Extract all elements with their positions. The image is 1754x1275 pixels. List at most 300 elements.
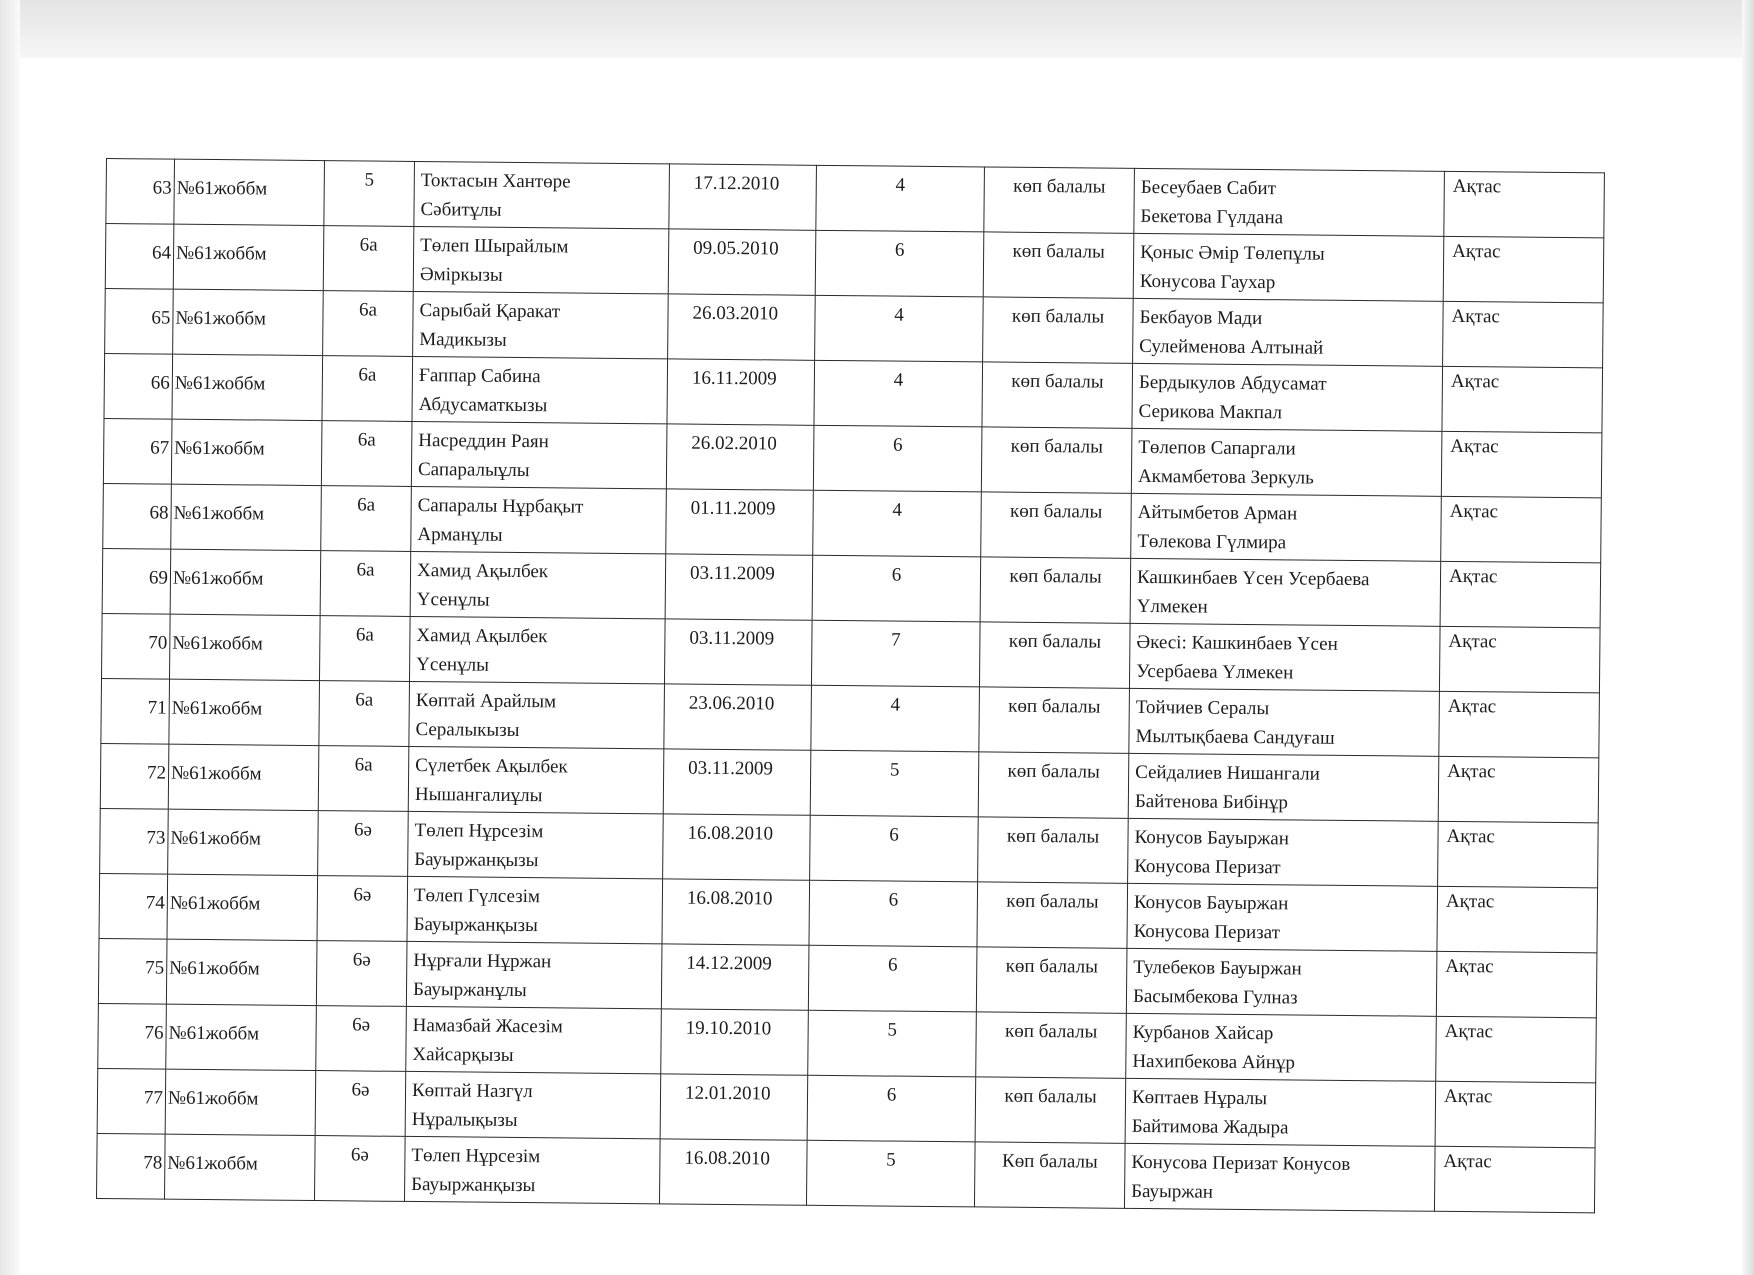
family-status-cell bbox=[979, 687, 1130, 753]
school-cell-line: №61жоббм bbox=[175, 307, 267, 330]
birth-date-cell-line: 16.08.2010 bbox=[687, 822, 774, 845]
student-name-cell-line: Әміркызы bbox=[419, 264, 503, 286]
family-status-cell bbox=[981, 492, 1132, 558]
children-count-cell bbox=[813, 425, 982, 492]
parents-cell bbox=[1131, 493, 1442, 561]
children-count-cell bbox=[812, 555, 981, 622]
grade-cell-line: 6а bbox=[355, 624, 375, 646]
birth-date-cell-line: 03.11.2009 bbox=[689, 627, 775, 650]
student-name-cell-line: Ғаппар Сабина bbox=[418, 365, 541, 388]
birth-date-cell-line: 03.11.2009 bbox=[688, 757, 774, 780]
school-cell bbox=[172, 354, 323, 420]
family-status-cell bbox=[979, 622, 1130, 688]
student-name-cell bbox=[414, 161, 670, 228]
row-number-line: 69 bbox=[148, 567, 169, 589]
grade-cell bbox=[317, 876, 408, 942]
family-status-cell bbox=[978, 817, 1129, 883]
row-number-line: 75 bbox=[145, 957, 165, 979]
locality-cell-line: Ақтас bbox=[1452, 240, 1501, 263]
parents-cell bbox=[1133, 298, 1444, 366]
row-number bbox=[104, 353, 173, 419]
grade-cell-line: 6а bbox=[358, 364, 377, 386]
parents-cell bbox=[1134, 168, 1445, 236]
parents-cell-line: Көптаев Нұралы bbox=[1131, 1086, 1268, 1110]
parents-cell-line: Конусов Бауыржан bbox=[1133, 891, 1289, 915]
student-name-cell-line: Арманұлы bbox=[417, 524, 503, 546]
parents-cell-line: Кашкинбаев Үсен Усербаева bbox=[1136, 566, 1370, 591]
grade-cell bbox=[320, 551, 411, 617]
children-count-cell-line: 5 bbox=[887, 1019, 898, 1041]
table-row bbox=[97, 1133, 1596, 1212]
children-count-cell bbox=[813, 490, 982, 557]
row-number bbox=[100, 808, 169, 874]
school-cell bbox=[170, 549, 321, 615]
school-cell bbox=[167, 874, 318, 940]
parents-cell-line: Бекетова Гүлдана bbox=[1140, 205, 1284, 229]
birth-date-cell bbox=[665, 554, 813, 620]
parents-cell-line: Курбанов Хайсар bbox=[1132, 1021, 1274, 1045]
grade-cell bbox=[315, 1071, 406, 1137]
grade-cell-line: 6а bbox=[354, 754, 373, 776]
student-name-cell-line: Сапаралы Нұрбақыт bbox=[417, 495, 584, 518]
row-number bbox=[103, 483, 172, 549]
birth-date-cell bbox=[661, 944, 809, 1010]
birth-date-cell-line: 26.03.2010 bbox=[692, 302, 779, 325]
school-cell bbox=[173, 224, 324, 290]
family-status-cell-line: көп балалы bbox=[1006, 890, 1099, 913]
parents-cell bbox=[1124, 1143, 1435, 1211]
school-cell bbox=[166, 939, 317, 1005]
family-status-cell-line: көп балалы bbox=[1011, 370, 1104, 393]
locality-cell bbox=[1441, 496, 1602, 563]
family-status-cell bbox=[975, 1077, 1126, 1143]
student-name-cell-line: Төлеп Нұрсезім bbox=[411, 1144, 541, 1168]
grade-cell-line: 6ә bbox=[351, 1079, 370, 1101]
school-cell-line: №61жоббм bbox=[175, 242, 267, 265]
student-name-cell-line: Насреддин Раян bbox=[418, 430, 550, 453]
parents-cell-line: Акмамбетова Зеркуль bbox=[1137, 465, 1314, 489]
birth-date-cell bbox=[661, 1009, 809, 1075]
row-number bbox=[97, 1068, 166, 1134]
children-count-cell-line: 4 bbox=[893, 369, 904, 391]
birth-date-cell bbox=[668, 294, 816, 360]
children-count-cell-line: 6 bbox=[887, 954, 898, 976]
grade-cell bbox=[318, 746, 409, 812]
locality-cell-line: Ақтас bbox=[1450, 435, 1499, 458]
family-status-cell bbox=[980, 557, 1131, 623]
locality-cell bbox=[1436, 951, 1597, 1018]
locality-cell bbox=[1443, 301, 1604, 368]
grade-cell-line: 6а bbox=[356, 559, 375, 581]
student-name-cell-line: Хайсарқызы bbox=[412, 1043, 514, 1066]
children-count-cell bbox=[810, 815, 979, 882]
student-name-cell-line: Төлеп Шырайлым bbox=[420, 235, 569, 258]
parents-cell-line: Сейдалиев Нишангали bbox=[1135, 761, 1320, 785]
children-count-cell bbox=[808, 945, 977, 1012]
grade-cell-line: 6ә bbox=[352, 1014, 371, 1036]
children-count-cell-line: 4 bbox=[895, 174, 906, 196]
family-status-cell bbox=[974, 1142, 1125, 1208]
student-name-cell-line: Төлеп Нұрсезім bbox=[414, 819, 544, 843]
children-count-cell-line: 7 bbox=[891, 629, 901, 651]
children-count-cell-line: 5 bbox=[886, 1149, 896, 1171]
birth-date-cell-line: 01.11.2009 bbox=[690, 497, 776, 520]
birth-date-cell-line: 26.02.2010 bbox=[691, 432, 777, 455]
row-number-line: 72 bbox=[146, 762, 167, 784]
school-cell-line: №61жоббм bbox=[169, 892, 261, 915]
school-cell-line: №61жоббм bbox=[167, 1087, 259, 1110]
family-status-cell-line: көп балалы bbox=[1004, 1020, 1098, 1043]
grade-cell bbox=[322, 356, 413, 422]
school-cell-line: №61жоббм bbox=[167, 1152, 258, 1175]
school-cell-line: №61жоббм bbox=[174, 437, 265, 460]
parents-cell-line: Тойчиев Сералы bbox=[1135, 696, 1270, 720]
row-number-line: 67 bbox=[150, 437, 170, 459]
locality-cell-line: Ақтас bbox=[1443, 1150, 1492, 1173]
birth-date-cell-line: 12.01.2010 bbox=[684, 1082, 771, 1105]
parents-cell-line: Конусова Перизат Конусов bbox=[1131, 1151, 1351, 1175]
grade-cell-line: 6ә bbox=[353, 884, 372, 906]
student-name-cell-line: Нышангалиұлы bbox=[414, 783, 543, 807]
children-count-cell bbox=[808, 1010, 977, 1077]
row-number-line: 63 bbox=[152, 177, 172, 199]
parents-cell bbox=[1130, 558, 1441, 626]
parents-cell bbox=[1127, 883, 1438, 951]
student-name-cell-line: Көптай Назгүл bbox=[411, 1079, 533, 1103]
parents-cell-line: Төлекова Гүлмира bbox=[1137, 530, 1287, 554]
student-name-cell-line: Бауыржанқызы bbox=[414, 848, 539, 872]
student-name-cell-line: Сарыбай Қаракат bbox=[419, 300, 561, 323]
locality-cell bbox=[1439, 626, 1600, 693]
locality-cell bbox=[1442, 366, 1603, 433]
grade-cell bbox=[316, 1006, 407, 1072]
birth-date-cell bbox=[663, 749, 811, 815]
locality-cell bbox=[1440, 561, 1601, 628]
parents-cell-line: Мылтықбаева Сандуғаш bbox=[1135, 725, 1335, 749]
parents-cell bbox=[1126, 1013, 1437, 1081]
children-count-cell bbox=[816, 165, 985, 232]
row-number bbox=[99, 873, 168, 939]
grade-cell-line: 5 bbox=[364, 169, 375, 191]
children-count-cell bbox=[815, 295, 984, 362]
school-cell-line: №61жоббм bbox=[168, 1022, 260, 1045]
birth-date-cell bbox=[663, 814, 811, 880]
school-cell-line: №61жоббм bbox=[172, 567, 264, 590]
locality-cell bbox=[1438, 821, 1599, 888]
school-cell-line: №61жоббм bbox=[176, 177, 268, 200]
row-number-line: 65 bbox=[151, 307, 171, 329]
birth-date-cell bbox=[667, 359, 815, 425]
family-status-cell-line: көп балалы bbox=[1004, 1085, 1097, 1108]
student-name-cell-line: Нұралықызы bbox=[411, 1108, 518, 1131]
parents-cell bbox=[1133, 233, 1444, 301]
parents-cell-line: Бесеубаев Сабит bbox=[1140, 176, 1277, 200]
school-cell bbox=[165, 1134, 316, 1200]
family-status-cell bbox=[982, 362, 1133, 428]
children-count-cell-line: 5 bbox=[889, 759, 900, 781]
parents-cell bbox=[1128, 818, 1439, 886]
birth-date-cell-line: 16.08.2010 bbox=[686, 887, 773, 910]
birth-date-cell bbox=[662, 879, 810, 945]
student-name-cell-line: Сералыкызы bbox=[415, 718, 520, 741]
children-count-cell bbox=[810, 750, 979, 817]
grade-cell bbox=[324, 161, 415, 227]
family-status-cell-line: көп балалы bbox=[1009, 565, 1102, 588]
children-count-cell-line: 4 bbox=[890, 694, 901, 716]
birth-date-cell-line: 23.06.2010 bbox=[688, 692, 775, 715]
parents-cell bbox=[1132, 363, 1443, 431]
row-number bbox=[98, 1003, 167, 1069]
birth-date-cell-line: 19.10.2010 bbox=[685, 1017, 772, 1040]
row-number-line: 77 bbox=[143, 1087, 164, 1109]
birth-date-cell bbox=[660, 1074, 808, 1140]
parents-cell-line: Конусов Бауыржан bbox=[1134, 826, 1290, 850]
locality-cell-line: Ақтас bbox=[1447, 760, 1496, 783]
family-status-cell-line: көп балалы bbox=[1007, 760, 1100, 783]
student-name-cell-line: Токтасын Хантөре bbox=[420, 170, 571, 193]
scan-edge-top bbox=[0, 0, 1754, 58]
student-name-cell bbox=[405, 1071, 661, 1138]
student-name-cell bbox=[409, 616, 665, 683]
children-count-cell bbox=[811, 620, 980, 687]
scan-edge-right bbox=[1742, 0, 1754, 1275]
row-number bbox=[106, 159, 175, 225]
student-name-cell bbox=[406, 941, 662, 1008]
row-number-line: 74 bbox=[145, 892, 165, 914]
student-name-cell-line: Бауыржанқызы bbox=[411, 1173, 536, 1197]
school-cell bbox=[173, 289, 324, 355]
student-name-cell-line: Бауыржанұлы bbox=[412, 978, 527, 1002]
student-name-cell-line: Сапаралыұлы bbox=[417, 459, 530, 482]
locality-cell-line: Ақтас bbox=[1445, 955, 1494, 978]
student-name-cell-line: Төлеп Гүлсезім bbox=[413, 884, 541, 908]
children-count-cell bbox=[806, 1140, 975, 1207]
student-name-cell bbox=[407, 876, 663, 943]
birth-date-cell bbox=[659, 1139, 807, 1205]
locality-cell bbox=[1435, 1081, 1596, 1148]
parents-cell-line: Айтымбетов Арман bbox=[1137, 501, 1298, 525]
children-count-cell bbox=[814, 360, 983, 427]
table-container bbox=[96, 158, 1605, 1213]
children-count-cell-line: 6 bbox=[886, 1084, 897, 1106]
family-status-cell-line: көп балалы bbox=[1012, 240, 1105, 263]
school-cell bbox=[171, 419, 322, 485]
locality-cell-line: Ақтас bbox=[1448, 630, 1497, 653]
children-count-cell bbox=[809, 880, 978, 947]
school-cell bbox=[166, 1004, 317, 1070]
student-name-cell bbox=[413, 291, 669, 358]
school-cell-line: №61жоббм bbox=[174, 372, 266, 395]
birth-date-cell-line: 03.11.2009 bbox=[689, 562, 775, 585]
locality-cell bbox=[1434, 1146, 1595, 1213]
birth-date-cell bbox=[668, 229, 816, 295]
student-name-cell-line: Бауыржанқызы bbox=[413, 913, 538, 937]
locality-cell-line: Ақтас bbox=[1443, 1085, 1493, 1108]
student-name-cell-line: Абдусаматкызы bbox=[418, 394, 548, 417]
student-name-cell bbox=[408, 811, 664, 878]
grade-cell-line: 6а bbox=[355, 689, 374, 711]
grade-cell-line: 6ә bbox=[352, 949, 371, 971]
locality-cell bbox=[1437, 886, 1598, 953]
parents-cell-line: Байтенова Бибінұр bbox=[1134, 790, 1288, 814]
parents-cell-line: Серикова Макпал bbox=[1138, 400, 1283, 424]
school-cell bbox=[168, 809, 319, 875]
children-count-cell bbox=[811, 685, 980, 752]
school-cell-line: №61жоббм bbox=[172, 632, 263, 655]
grade-cell-line: 6а bbox=[357, 429, 376, 451]
grade-cell-line: 6ә bbox=[350, 1144, 370, 1166]
birth-date-cell bbox=[664, 684, 812, 750]
parents-cell-line: Бердыкулов Абдусамат bbox=[1138, 371, 1327, 395]
grade-cell bbox=[319, 616, 410, 682]
grade-cell bbox=[319, 681, 410, 747]
school-cell bbox=[169, 679, 320, 745]
scan-edge-left bbox=[0, 0, 20, 1275]
locality-cell bbox=[1438, 756, 1599, 823]
grade-cell-line: 6ә bbox=[353, 819, 373, 841]
student-name-cell bbox=[409, 681, 665, 748]
student-name-cell-line: Хамид Ақылбек bbox=[416, 560, 549, 583]
student-name-cell-line: Үсенұлы bbox=[416, 654, 489, 676]
locality-cell bbox=[1436, 1016, 1597, 1083]
children-count-cell-line: 6 bbox=[894, 239, 905, 261]
children-count-cell-line: 6 bbox=[889, 824, 899, 846]
children-count-cell-line: 6 bbox=[888, 889, 899, 911]
school-cell bbox=[165, 1069, 316, 1135]
row-number-line: 70 bbox=[148, 632, 168, 654]
family-status-cell-line: көп балалы bbox=[1011, 305, 1105, 328]
school-cell bbox=[171, 484, 322, 550]
birth-date-cell bbox=[666, 424, 814, 490]
row-number bbox=[101, 678, 170, 744]
student-name-cell-line: Хамид Ақылбек bbox=[416, 625, 548, 648]
row-number-line: 78 bbox=[143, 1152, 163, 1174]
family-status-cell-line: көп балалы bbox=[1009, 500, 1103, 523]
student-name-cell bbox=[404, 1136, 660, 1203]
grade-cell bbox=[316, 941, 407, 1007]
family-status-cell bbox=[976, 947, 1127, 1013]
row-number-line: 64 bbox=[151, 242, 172, 264]
birth-date-cell bbox=[666, 489, 814, 555]
grade-cell-line: 6а bbox=[358, 299, 378, 321]
locality-cell-line: Ақтас bbox=[1444, 1020, 1494, 1043]
locality-cell-line: Ақтас bbox=[1449, 500, 1499, 523]
birth-date-cell bbox=[669, 164, 817, 230]
children-count-cell-line: 4 bbox=[894, 304, 904, 326]
parents-cell-line: Үлмекен bbox=[1136, 595, 1208, 618]
family-status-cell-line: көп балалы bbox=[1008, 630, 1102, 653]
student-name-cell-line: Мадикызы bbox=[419, 329, 507, 351]
row-number bbox=[105, 288, 174, 354]
parents-cell-line: Төлепов Сапаргали bbox=[1138, 436, 1296, 460]
family-status-cell-line: Көп балалы bbox=[1001, 1150, 1098, 1173]
parents-cell bbox=[1129, 623, 1440, 691]
birth-date-cell-line: 17.12.2010 bbox=[693, 172, 780, 195]
school-cell-line: №61жоббм bbox=[169, 957, 260, 980]
children-count-cell-line: 4 bbox=[892, 499, 903, 521]
locality-cell bbox=[1443, 236, 1604, 303]
school-cell-line: №61жоббм bbox=[171, 697, 263, 720]
row-number bbox=[100, 743, 169, 809]
family-status-cell-line: көп балалы bbox=[1010, 435, 1103, 458]
locality-cell-line: Ақтас bbox=[1447, 695, 1497, 718]
parents-cell-line: Басымбекова Гулназ bbox=[1132, 985, 1298, 1009]
school-cell bbox=[170, 614, 321, 680]
row-number bbox=[102, 548, 171, 614]
row-number bbox=[103, 418, 172, 484]
school-cell bbox=[174, 159, 325, 225]
grade-cell bbox=[323, 226, 414, 292]
family-status-cell-line: көп балалы bbox=[1008, 695, 1101, 718]
student-name-cell-line: Үсенұлы bbox=[416, 589, 490, 611]
row-number-line: 68 bbox=[149, 502, 169, 524]
table-body bbox=[97, 159, 1605, 1213]
parents-cell bbox=[1128, 753, 1439, 821]
grade-cell bbox=[321, 421, 412, 487]
family-status-cell bbox=[984, 167, 1135, 233]
children-count-cell-line: 6 bbox=[891, 564, 902, 586]
student-name-cell-line: Көптай Арайлым bbox=[415, 689, 557, 713]
parents-cell bbox=[1131, 428, 1442, 496]
grade-cell bbox=[318, 811, 409, 877]
birth-date-cell-line: 16.08.2010 bbox=[684, 1147, 771, 1170]
school-cell-line: №61жоббм bbox=[173, 502, 265, 525]
row-number-line: 76 bbox=[144, 1022, 164, 1044]
locality-cell-line: Ақтас bbox=[1450, 370, 1500, 393]
student-name-cell bbox=[411, 421, 667, 488]
family-status-cell-line: көп балалы bbox=[1006, 825, 1100, 848]
family-status-cell bbox=[976, 1012, 1127, 1078]
parents-cell-line: Сулейменова Алтынай bbox=[1139, 335, 1324, 359]
locality-cell-line: Ақтас bbox=[1445, 890, 1495, 913]
family-status-cell-line: көп балалы bbox=[1013, 175, 1106, 198]
family-status-cell bbox=[983, 297, 1134, 363]
parents-cell-line: Нахипбекова Айнұр bbox=[1132, 1050, 1296, 1074]
student-name-cell bbox=[410, 551, 666, 618]
parents-cell-line: Тулебеков Бауыржан bbox=[1133, 956, 1302, 980]
grade-cell bbox=[323, 291, 414, 357]
children-count-cell bbox=[815, 230, 984, 297]
children-count-cell-line: 6 bbox=[892, 434, 903, 456]
parents-cell-line: Усербаева Үлмекен bbox=[1136, 660, 1294, 684]
locality-cell-line: Ақтас bbox=[1446, 825, 1496, 848]
parents-cell-line: Конусова Перизат bbox=[1134, 855, 1281, 879]
locality-cell-line: Ақтас bbox=[1448, 565, 1498, 588]
locality-cell bbox=[1441, 431, 1602, 498]
parents-cell-line: Әкесі: Кашкинбаев Үсен bbox=[1136, 631, 1338, 655]
birth-date-cell bbox=[664, 619, 812, 685]
parents-cell-line: Конусова Перизат bbox=[1133, 920, 1281, 944]
locality-cell-line: Ақтас bbox=[1452, 175, 1502, 198]
students-table bbox=[96, 158, 1605, 1213]
parents-cell bbox=[1125, 1078, 1436, 1146]
parents-cell bbox=[1129, 688, 1440, 756]
family-status-cell bbox=[977, 882, 1128, 948]
parents-cell-line: Бекбауов Мади bbox=[1139, 306, 1263, 330]
parents-cell bbox=[1126, 948, 1437, 1016]
parents-cell-line: Байтимова Жадыра bbox=[1131, 1115, 1289, 1139]
student-name-cell-line: Сәбитұлы bbox=[420, 199, 502, 221]
student-name-cell bbox=[411, 486, 667, 553]
children-count-cell bbox=[807, 1075, 976, 1142]
row-number bbox=[98, 938, 167, 1004]
parents-cell-line: Қоныс Әмір Төлепұлы bbox=[1140, 241, 1325, 265]
school-cell bbox=[168, 744, 319, 810]
student-name-cell-line: Сүлетбек Ақылбек bbox=[415, 754, 568, 778]
student-name-cell bbox=[413, 226, 669, 293]
locality-cell bbox=[1444, 171, 1605, 238]
family-status-cell-line: көп балалы bbox=[1005, 955, 1099, 978]
